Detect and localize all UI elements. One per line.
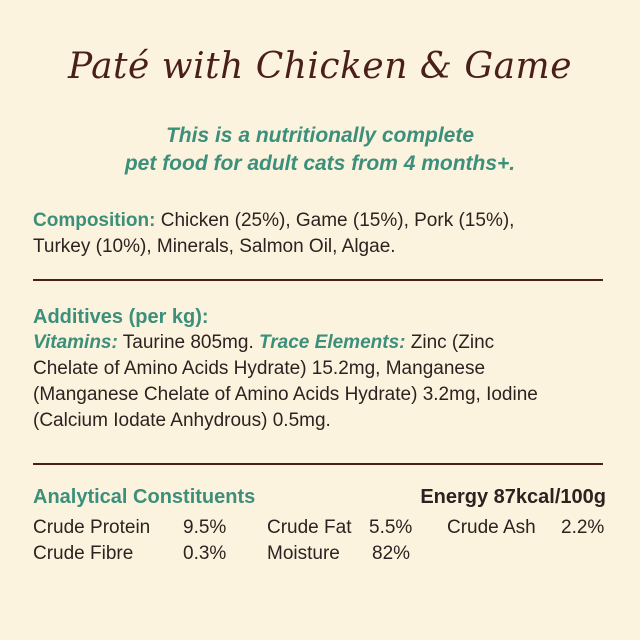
product-subtitle xyxy=(0,122,640,178)
vitamins-text: Taurine 805mg. xyxy=(117,332,260,353)
crude-protein-label: Crude Protein xyxy=(33,517,151,538)
composition-section xyxy=(33,208,608,260)
subtitle-line-2: pet food for adult cats from 4 months+. xyxy=(124,152,516,175)
moisture-value: 82% xyxy=(372,543,411,564)
analytical-heading: Analytical Constituents xyxy=(33,486,256,508)
crude-ash-value: 2.2% xyxy=(561,517,605,538)
trace-elements-text: Zinc (Zinc xyxy=(405,332,495,353)
crude-ash-label: Crude Ash xyxy=(447,517,536,538)
additives-heading: Additives (per kg): xyxy=(33,306,209,328)
crude-protein-value: 9.5% xyxy=(183,517,227,538)
divider-1 xyxy=(33,279,603,281)
divider-2 xyxy=(33,463,603,465)
composition-text-line-1: Chicken (25%), Game (15%), Pork (15%), xyxy=(155,210,515,231)
crude-fibre-value: 0.3% xyxy=(183,543,227,564)
subtitle-line-1: This is a nutritionally complete xyxy=(165,124,475,147)
product-title: Paté with Chicken & Game xyxy=(67,46,572,87)
additives-line-2: Chelate of Amino Acids Hydrate) 15.2mg, Manganese xyxy=(33,358,486,379)
additives-line-3: (Manganese Chelate of Amino Acids Hydrate) 3.2mg, Iodine xyxy=(33,384,538,405)
additives-section xyxy=(33,304,608,434)
crude-fat-label: Crude Fat xyxy=(267,517,352,538)
composition-text-line-2: Turkey (10%), Minerals, Salmon Oil, Algae. xyxy=(33,236,396,257)
crude-fat-value: 5.5% xyxy=(369,517,413,538)
energy-value: Energy 87kcal/100g xyxy=(420,486,606,508)
additives-line-4: (Calcium Iodate Anhydrous) 0.5mg. xyxy=(33,410,331,431)
crude-fibre-label: Crude Fibre xyxy=(33,543,134,564)
composition-label: Composition: xyxy=(33,210,156,231)
vitamins-label: Vitamins: xyxy=(33,332,118,353)
moisture-label: Moisture xyxy=(267,543,340,564)
trace-elements-label: Trace Elements: xyxy=(259,332,406,353)
